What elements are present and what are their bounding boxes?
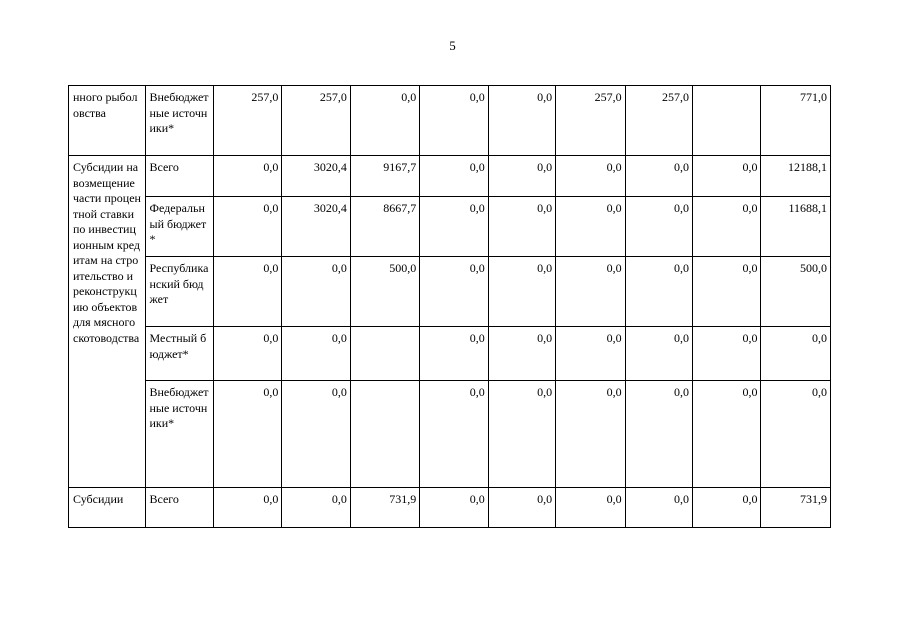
program-name-cell: Субсидии на возмещение части процентной ставки по инвестиционным кредитам на строительство и реконструкцию объектов для мясного скотоводства (69, 156, 146, 488)
value-cell: 0,0 (625, 488, 692, 528)
value-cell: 0,0 (213, 327, 281, 381)
value-cell: 0,0 (420, 257, 488, 327)
value-cell: 257,0 (213, 86, 281, 156)
value-cell: 0,0 (282, 257, 350, 327)
value-cell: 0,0 (556, 327, 625, 381)
table-row (69, 86, 831, 156)
value-cell: 257,0 (282, 86, 350, 156)
value-cell: 0,0 (488, 327, 555, 381)
value-cell: 731,9 (350, 488, 419, 528)
table-row (69, 381, 831, 488)
program-name-cell: Субсидии (69, 488, 146, 528)
value-cell: 0,0 (420, 86, 488, 156)
funding-source-cell: Внебюджетные источники* (145, 86, 213, 156)
value-cell: 0,0 (556, 381, 625, 488)
value-cell: 0,0 (213, 488, 281, 528)
value-cell: 0,0 (625, 197, 692, 257)
table-row (69, 488, 831, 528)
funding-source-cell: Местный бюджет* (145, 327, 213, 381)
value-cell: 0,0 (556, 488, 625, 528)
value-cell: 0,0 (556, 197, 625, 257)
value-cell: 0,0 (213, 381, 281, 488)
value-cell: 0,0 (693, 381, 761, 488)
table-row (69, 257, 831, 327)
value-cell: 0,0 (693, 197, 761, 257)
value-cell: 0,0 (213, 257, 281, 327)
budget-table (68, 85, 831, 528)
funding-source-cell: Всего (145, 156, 213, 197)
table-body (69, 86, 831, 528)
value-cell: 500,0 (350, 257, 419, 327)
value-cell: 0,0 (213, 197, 281, 257)
total-value-cell: 731,9 (761, 488, 831, 528)
total-value-cell: 771,0 (761, 86, 831, 156)
value-cell: 9167,7 (350, 156, 419, 197)
value-cell: 0,0 (556, 156, 625, 197)
value-cell (350, 327, 419, 381)
value-cell: 0,0 (625, 156, 692, 197)
value-cell: 0,0 (420, 381, 488, 488)
value-cell: 0,0 (213, 156, 281, 197)
value-cell: 0,0 (350, 86, 419, 156)
value-cell: 3020,4 (282, 197, 350, 257)
value-cell: 0,0 (693, 156, 761, 197)
value-cell: 0,0 (556, 257, 625, 327)
value-cell: 0,0 (488, 86, 555, 156)
value-cell: 0,0 (488, 156, 555, 197)
total-value-cell: 11688,1 (761, 197, 831, 257)
value-cell: 0,0 (488, 488, 555, 528)
value-cell: 0,0 (420, 197, 488, 257)
funding-source-cell: Внебюджетные источники* (145, 381, 213, 488)
funding-source-cell: Республиканский бюджет (145, 257, 213, 327)
value-cell: 0,0 (693, 488, 761, 528)
value-cell: 257,0 (625, 86, 692, 156)
table-row (69, 327, 831, 381)
page-number: 5 (449, 38, 456, 53)
total-value-cell: 500,0 (761, 257, 831, 327)
program-name-cell: нного рыболовства (69, 86, 146, 156)
value-cell: 0,0 (420, 156, 488, 197)
funding-source-cell: Всего (145, 488, 213, 528)
value-cell: 0,0 (625, 327, 692, 381)
table-row (69, 197, 831, 257)
value-cell: 0,0 (488, 381, 555, 488)
value-cell: 0,0 (282, 327, 350, 381)
value-cell: 257,0 (556, 86, 625, 156)
value-cell (350, 381, 419, 488)
value-cell: 0,0 (282, 381, 350, 488)
funding-source-cell: Федеральный бюджет * (145, 197, 213, 257)
table-row (69, 156, 831, 197)
total-value-cell: 12188,1 (761, 156, 831, 197)
value-cell: 0,0 (282, 488, 350, 528)
value-cell: 0,0 (693, 257, 761, 327)
value-cell: 0,0 (488, 257, 555, 327)
value-cell: 3020,4 (282, 156, 350, 197)
value-cell (693, 86, 761, 156)
value-cell: 0,0 (488, 197, 555, 257)
value-cell: 0,0 (420, 488, 488, 528)
value-cell: 0,0 (693, 327, 761, 381)
value-cell: 8667,7 (350, 197, 419, 257)
value-cell: 0,0 (420, 327, 488, 381)
total-value-cell: 0,0 (761, 381, 831, 488)
total-value-cell: 0,0 (761, 327, 831, 381)
value-cell: 0,0 (625, 257, 692, 327)
value-cell: 0,0 (625, 381, 692, 488)
